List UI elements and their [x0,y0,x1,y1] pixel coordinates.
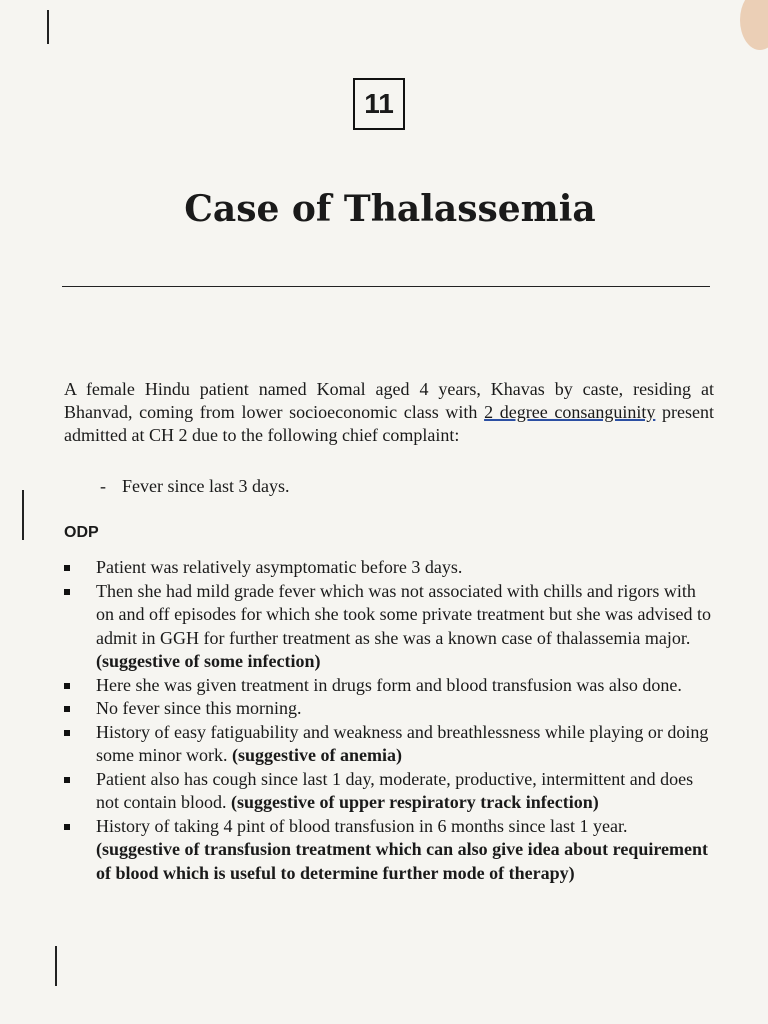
dash-marker: - [100,476,106,496]
intro-text-start: A female Hindu patient named Komal aged 4 years, Khavas by caste, residing at Bhanvad, coming from lower socioeconomic class with [64,379,714,422]
list-item: No fever since this morning. [64,697,714,721]
list-item: Here she was given treatment in drugs form and blood transfusion was also done. [64,674,714,698]
chief-complaint-text: Fever since last 3 days. [122,476,290,496]
list-item: Patient was relatively asymptomatic before 3 days. [64,556,714,580]
list-item: Patient also has cough since last 1 day, moderate, productive, intermittent and does not contain blood. (suggestive of upper respiratory track infection) [64,768,714,815]
page-title: Case of Thalassemia [184,188,596,230]
bullet-note: (suggestive of anemia) [231,745,402,765]
margin-mark-middle [22,490,24,540]
title-divider [62,286,710,287]
chief-complaint-item [100,476,289,497]
chapter-number: 11 [364,88,394,119]
margin-mark-top [47,10,49,44]
bullet-note: (suggestive of upper respiratory track infection) [230,792,599,812]
section-heading-odp: ODP [64,524,99,541]
margin-mark-bottom [55,946,57,986]
page-edge-stain [740,0,768,50]
consanguinity-underlined: 2 degree consanguinity [484,402,656,422]
odp-bullet-list [64,556,714,885]
list-item: History of taking 4 pint of blood transfusion in 6 months since last 1 year. (suggestive of transfusion treatment which can also give idea about requirement of blood which is useful to determine further mode of therapy) [64,815,714,886]
list-item: Then she had mild grade fever which was not associated with chills and rigors with on and off episodes for which she took some private treatment but she was advised to admit in GGH for further treatment as she was a known case of thalassemia major. (suggestive of some infection) [64,580,714,674]
intro-paragraph [64,378,714,447]
bullet-note: (suggestive of transfusion treatment which can also give idea about requirement of blood which is useful to determine further mode of therapy) [96,839,708,883]
list-item: History of easy fatiguability and weakness and breathlessness while playing or doing some minor work. (suggestive of anemia) [64,721,714,768]
chapter-number-box [353,78,405,130]
bullet-note: (suggestive of some infection) [96,651,321,671]
intro-text-end: present admitted at CH 2 due to the following chief complaint: [64,402,715,445]
